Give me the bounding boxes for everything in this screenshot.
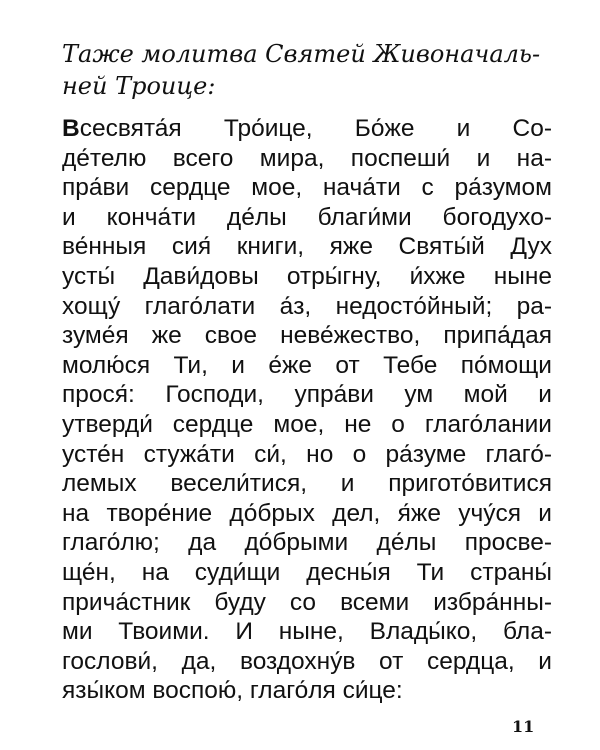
prayer-line: язы́ком воспою́, глаго́ля си́це: <box>62 677 403 705</box>
prayer-line: и конча́ти де́лы благи́ми богодухо- <box>62 203 552 231</box>
prayer-line: зуме́я же свое неве́жество, припа́дая <box>62 322 552 350</box>
prayer-line: на творе́ние до́брых дел, я́же учу́ся и <box>62 499 552 527</box>
prayer-line: де́телю всего мира, поспеши́ и на- <box>62 144 552 172</box>
prayer-line: прича́стник буду со всеми избра́нны- <box>62 588 552 616</box>
prayer-line: ми Твоими. И ныне, Влады́ко, бла- <box>62 618 552 646</box>
prayer-line: ве́нныя сия́ книги, яже Святы́й Дух <box>62 233 552 261</box>
drop-initial: В <box>62 115 80 142</box>
prayer-line: молю́ся Ти, и е́же от Тебе по́мощи <box>62 351 552 379</box>
prayer-line: усты́ Дави́довы отры́гну, и́хже ныне <box>62 262 552 290</box>
prayer-heading <box>62 38 542 102</box>
prayer-line: ще́н, на суди́щи десны́я Ти страны́ <box>62 558 552 586</box>
prayer-line: усте́н стужа́ти си́, но о ра́зуме глаго́- <box>62 440 552 468</box>
prayer-line: прося́: Господи, упра́ви ум мой и <box>62 381 552 409</box>
prayer-line: пра́ви сердце мое, нача́ти с ра́зумом <box>62 174 552 202</box>
page-number: 11 <box>512 717 535 736</box>
prayer-line: глаго́лю; да до́брыми де́лы просве- <box>62 529 552 557</box>
heading-line: Таже молитва Святей Живоначаль- <box>62 40 541 68</box>
prayer-line: лемых весели́тися, и пригото́витися <box>62 470 552 498</box>
prayer-line: гослови́, да, воздохну́в от сердца, и <box>62 647 552 675</box>
prayer-text <box>62 114 552 706</box>
heading-line: ней Троице: <box>62 72 216 100</box>
prayer-line: утверди́ сердце мое, не о глаго́лании <box>62 410 552 438</box>
prayer-line-text: сесвята́я Тро́ице, Бо́же и Со- <box>79 115 552 142</box>
prayer-line: хощу́ глаго́лати а́з, недосто́йный; ра- <box>62 292 552 320</box>
prayer-line <box>62 114 552 144</box>
